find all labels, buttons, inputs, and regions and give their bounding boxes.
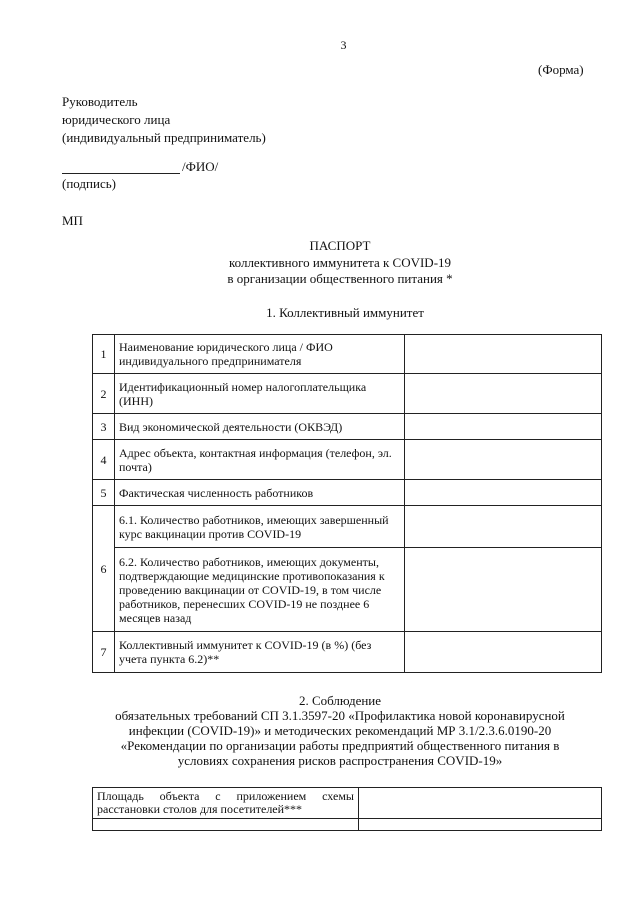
row-number: 4 <box>93 440 115 480</box>
row-value[interactable] <box>405 480 602 506</box>
row-label: Фактическая численность работников <box>115 480 405 506</box>
row-value[interactable] <box>405 548 602 632</box>
table-row <box>93 788 602 819</box>
table-row <box>93 548 602 632</box>
immunity-table <box>92 334 602 673</box>
table-row <box>93 480 602 506</box>
area-value[interactable] <box>359 788 602 819</box>
section2-line-1: 2. Соблюдение <box>298 693 382 708</box>
row-label: 6.1. Количество работников, имеющих завершенный курс вакцинации против COVID-19 <box>115 506 405 548</box>
row-value[interactable] <box>405 506 602 548</box>
table-row <box>93 335 602 374</box>
row-number: 3 <box>93 414 115 440</box>
section2-heading <box>80 693 600 768</box>
title-sub-2: в организации общественного питания * <box>227 271 453 286</box>
area-table <box>92 787 602 831</box>
title-main: ПАСПОРТ <box>309 238 371 253</box>
row-label: Вид экономической деятельности (ОКВЭД) <box>115 414 405 440</box>
form-label: (Форма) <box>538 62 584 77</box>
section2-line-5: условиях сохранения рисков распространения COVID-19» <box>177 753 503 768</box>
document-title <box>0 238 640 286</box>
section2-line-3: инфекции (COVID-19)» и методических рекомендаций МР 3.1/2.3.6.0190-20 <box>128 723 552 738</box>
signature-caption: (подпись) <box>62 176 116 191</box>
table-row <box>93 632 602 673</box>
section2-line-4: «Рекомендации по организации работы предприятий общественного питания в <box>120 738 560 753</box>
row-value[interactable] <box>405 632 602 673</box>
fio-label: /ФИО/ <box>182 159 219 174</box>
row-number: 2 <box>93 374 115 414</box>
head-line-3: (индивидуальный предприниматель) <box>62 130 266 145</box>
area-label <box>93 788 359 819</box>
row-label: 6.2. Количество работников, имеющих документы, подтверждающие медицинские противопоказания к проведению вакцинации от COVID-19, в том числе работников, перенесших COVID-19 не позднее 6 месяцев назад <box>115 548 405 632</box>
section1-title: 1. Коллективный иммунитет <box>266 305 424 320</box>
head-line-1: Руководитель <box>62 94 138 109</box>
area-label-line-2: расстановки столов для посетителей*** <box>97 802 303 816</box>
row-label: Наименование юридического лица / ФИО индивидуального предпринимателя <box>115 335 405 374</box>
row-number: 1 <box>93 335 115 374</box>
empty-cell[interactable] <box>93 819 359 831</box>
signature-line <box>62 173 180 174</box>
table-row <box>93 819 602 831</box>
table-row <box>93 506 602 548</box>
row-value[interactable] <box>405 335 602 374</box>
page-number: 3 <box>340 38 347 52</box>
table-row <box>93 440 602 480</box>
row-number: 7 <box>93 632 115 673</box>
table-row <box>93 374 602 414</box>
row-label: Коллективный иммунитет к COVID-19 (в %) (без учета пункта 6.2)** <box>115 632 405 673</box>
row-label: Идентификационный номер налогоплательщика (ИНН) <box>115 374 405 414</box>
table-row <box>93 414 602 440</box>
row-number: 5 <box>93 480 115 506</box>
empty-cell[interactable] <box>359 819 602 831</box>
row-value[interactable] <box>405 440 602 480</box>
title-sub-1: коллективного иммунитета к COVID-19 <box>228 255 452 270</box>
section2-line-2: обязательных требований СП 3.1.3597-20 «Профилактика новой коронавирусной <box>115 708 565 723</box>
area-label-line-1: Площадь объекта с приложением схемы <box>97 789 354 803</box>
row-value[interactable] <box>405 374 602 414</box>
row-number: 6 <box>93 506 115 632</box>
mp-label: МП <box>62 213 83 228</box>
row-value[interactable] <box>405 414 602 440</box>
head-block <box>62 94 266 145</box>
row-label: Адрес объекта, контактная информация (телефон, эл. почта) <box>115 440 405 480</box>
head-line-2: юридического лица <box>62 112 171 127</box>
